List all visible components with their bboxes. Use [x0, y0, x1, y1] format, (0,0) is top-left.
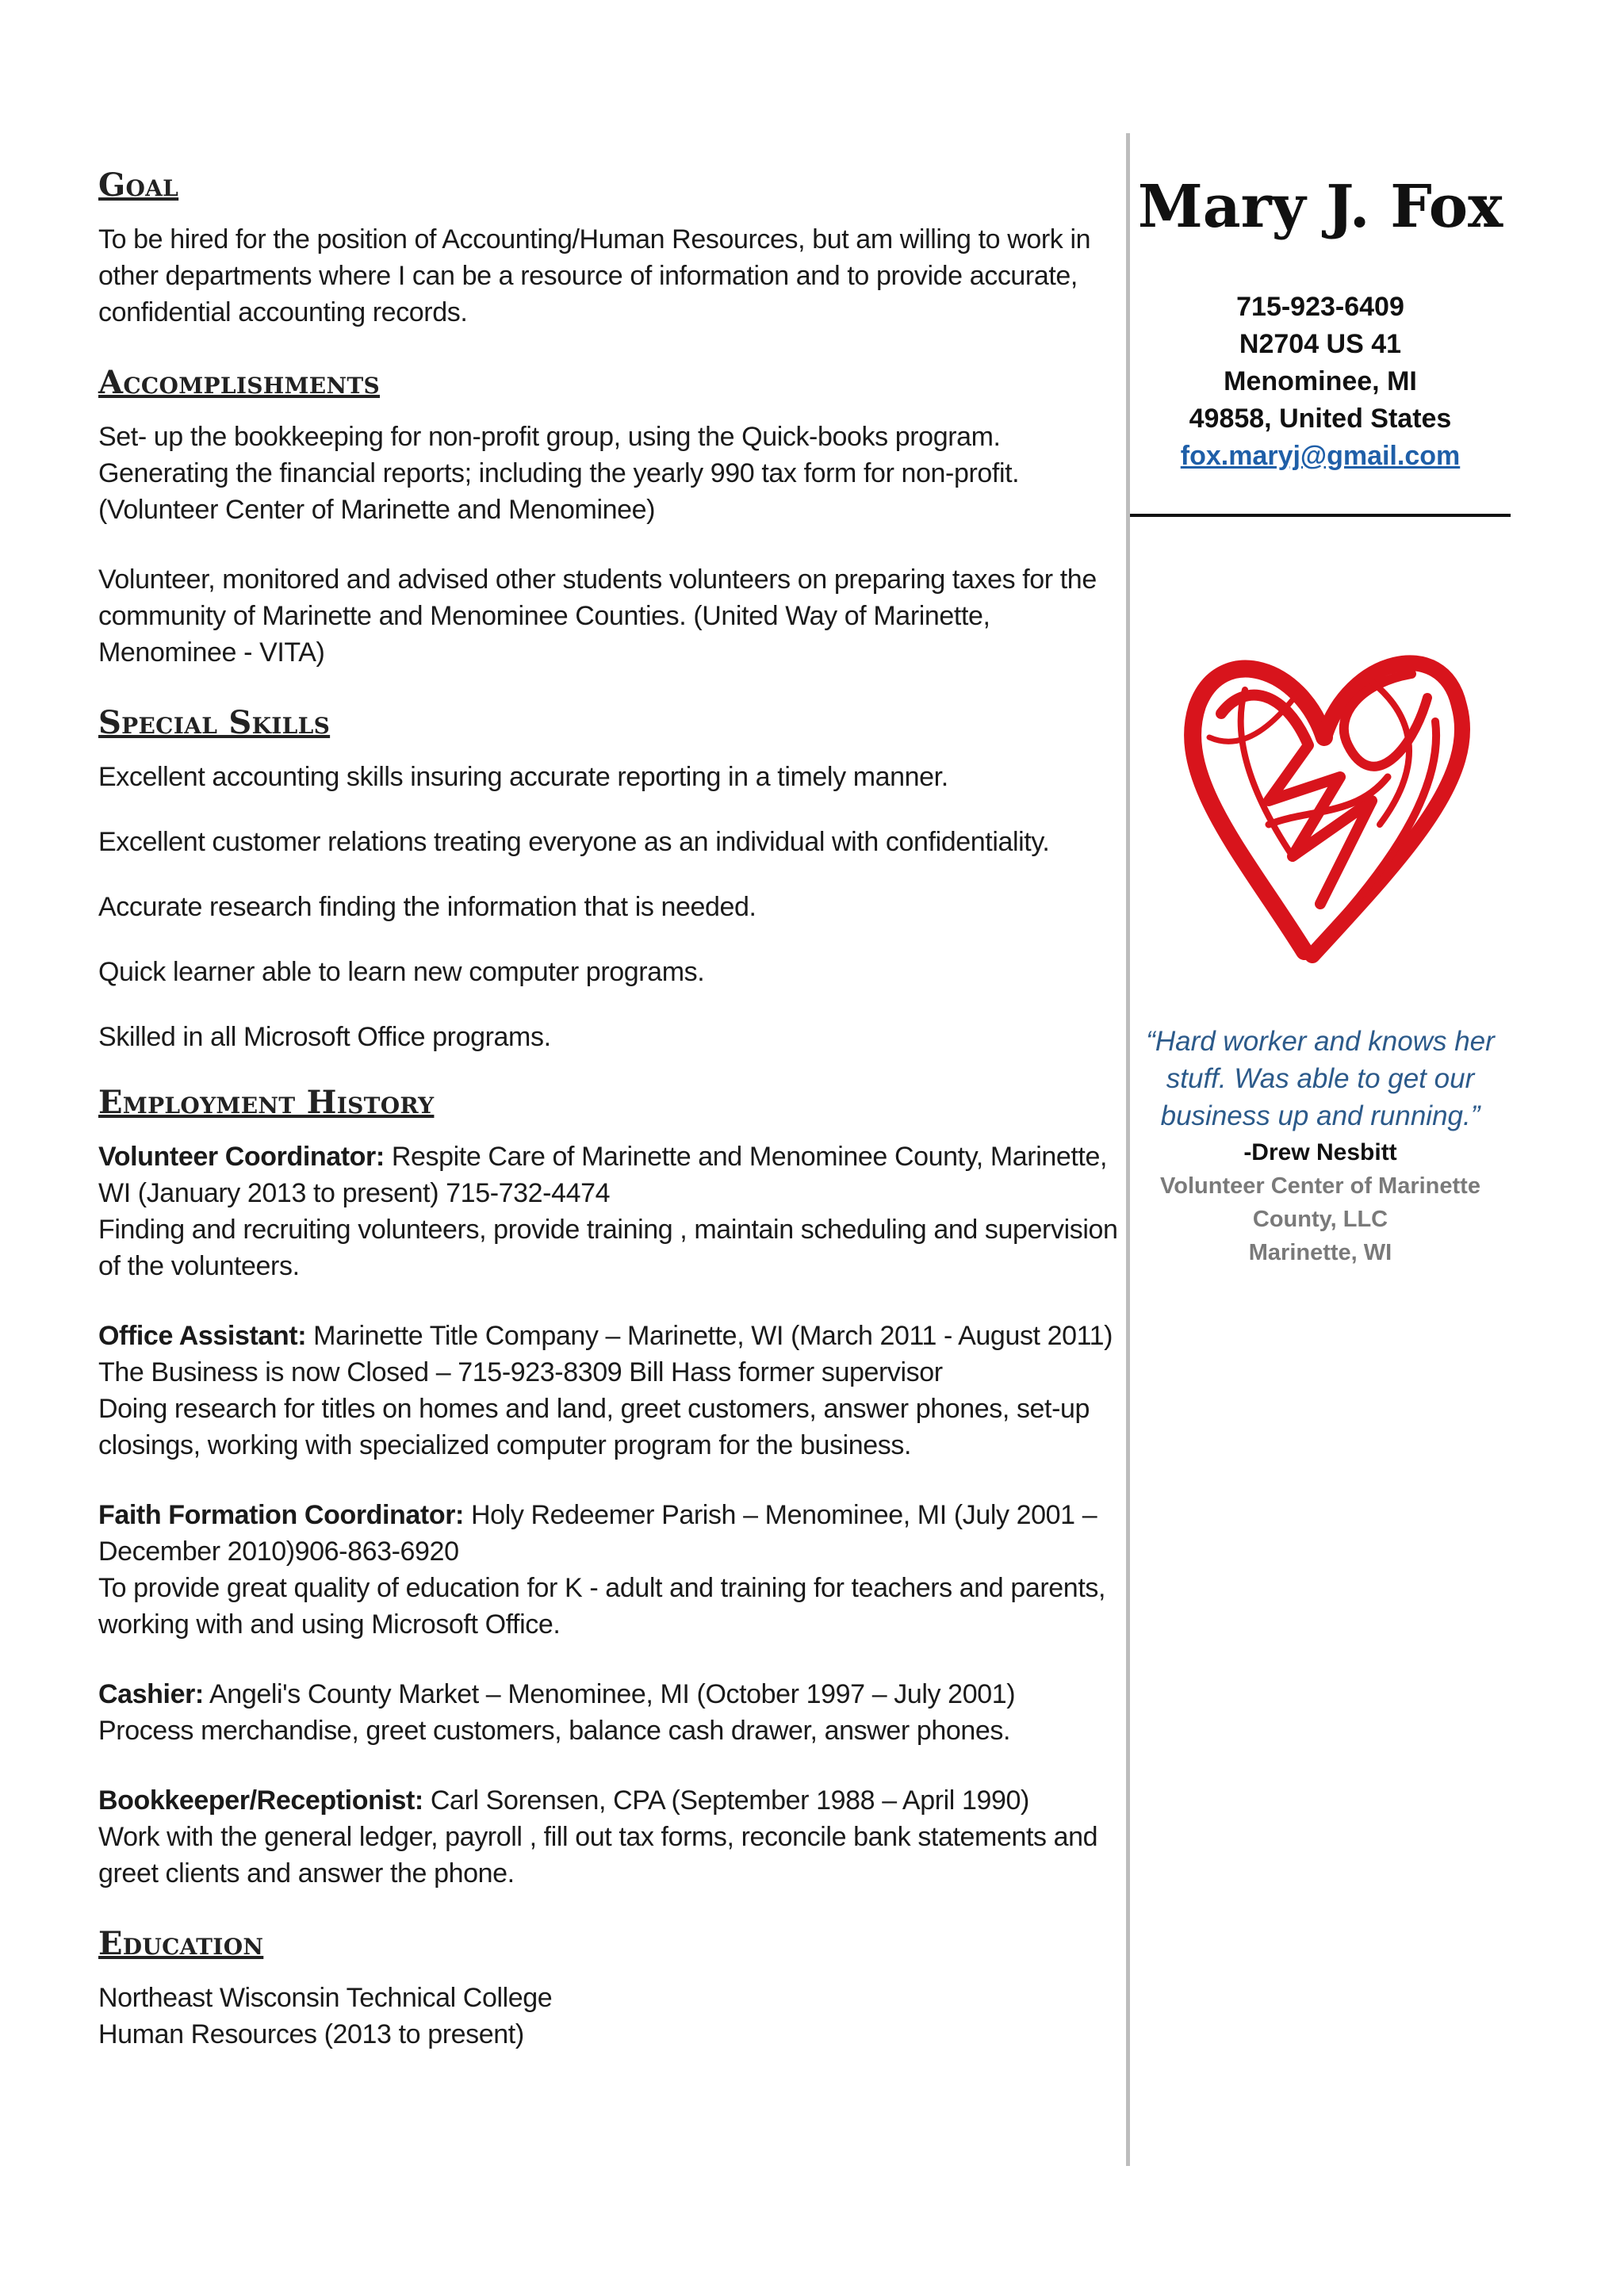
- testimonial: [1130, 1023, 1511, 1269]
- job-header: Angeli's County Market – Menominee, MI (October 1997 – July 2001): [203, 1679, 1016, 1709]
- job-entry: [98, 1676, 1121, 1749]
- quote-line: “Hard worker and knows her: [1146, 1026, 1495, 1057]
- skill-item: Excellent customer relations treating everyone as an individual with confidentiality.: [98, 827, 1050, 857]
- job-description: Finding and recruiting volunteers, provide training , maintain scheduling and supervision of the volunteers.: [98, 1215, 1118, 1281]
- accomplishment-item: Set- up the bookkeeping for non-profit group, using the Quick-books program. Generating the financial reports; including the yearly 990 tax form for non-profit. (Volunteer Center of Marinette and Menominee): [98, 422, 1020, 525]
- testimonial-quote: [1130, 1023, 1511, 1135]
- goal-text: To be hired for the position of Accounting/Human Resources, but am willing to work in other departments where I can be a resource of information and to provide accurate, confidential accounting records.: [98, 224, 1091, 327]
- quote-line: business up and running.”: [1160, 1100, 1480, 1131]
- school-name: Northeast Wisconsin Technical College: [98, 1983, 553, 2013]
- job-description: Doing research for titles on homes and land, greet customers, answer phones, set-up closings, working with specialized computer program for the business.: [98, 1394, 1090, 1460]
- job-entry: [98, 1497, 1121, 1643]
- address-line: N2704 US 41: [1239, 329, 1402, 359]
- email-link[interactable]: fox.maryj@gmail.com: [1180, 441, 1461, 471]
- employment-section: [98, 1084, 1121, 1892]
- contact-divider: [1130, 514, 1511, 517]
- job-header: Carl Sorensen, CPA (September 1988 – April 1990): [423, 1785, 1029, 1816]
- skill-item: Accurate research finding the information that is needed.: [98, 892, 756, 922]
- education-heading: Education: [98, 1925, 264, 1962]
- accomplishments-section: [98, 364, 1121, 671]
- education-section: [98, 1925, 1121, 2053]
- job-description: To provide great quality of education for K - adult and training for teachers and parents, working with and using Microsoft Office.: [98, 1573, 1106, 1640]
- skill-item: Excellent accounting skills insuring accurate reporting in a timely manner.: [98, 762, 948, 792]
- accomplishment-item: Volunteer, monitored and advised other students volunteers on preparing taxes for the community of Marinette and Menominee Counties. (United Way of Marinette, Menominee - VITA): [98, 564, 1097, 668]
- job-header: Respite Care of Marinette and Menominee County, Marinette, WI (January 2013 to present) 715-732-4474: [98, 1142, 1108, 1208]
- job-entry: [98, 1138, 1121, 1284]
- job-title: Bookkeeper/Receptionist:: [98, 1785, 423, 1816]
- testimonial-author: -Drew Nesbitt: [1243, 1139, 1397, 1165]
- job-title: Faith Formation Coordinator:: [98, 1500, 464, 1530]
- phone-number: 715-923-6409: [1236, 292, 1404, 322]
- job-header: Marinette Title Company – Marinette, WI (March 2011 - August 2011) The Business is now Closed – 715-923-8309 Bill Hass former supervisor: [98, 1321, 1113, 1387]
- quote-line: stuff. Was able to get our: [1166, 1063, 1475, 1094]
- address-line: 49858, United States: [1189, 404, 1452, 434]
- candidate-name: Mary J. Fox: [1137, 173, 1503, 241]
- program-name: Human Resources (2013 to present): [98, 2019, 524, 2049]
- job-description: Process merchandise, greet customers, balance cash drawer, answer phones.: [98, 1716, 1011, 1746]
- org-line: Marinette, WI: [1248, 1240, 1392, 1265]
- testimonial-org: [1130, 1169, 1511, 1269]
- job-description: Work with the general ledger, payroll , fill out tax forms, reconcile bank statements and greet clients and answer the phone.: [98, 1822, 1098, 1888]
- job-entry: [98, 1782, 1121, 1892]
- job-entry: [98, 1318, 1121, 1464]
- contact-block: [1130, 289, 1511, 475]
- job-title: Volunteer Coordinator:: [98, 1142, 385, 1172]
- skills-heading: Special Skills: [98, 704, 331, 741]
- main-column: [98, 166, 1121, 2086]
- heart-icon: [1174, 618, 1483, 967]
- goal-heading: Goal: [98, 166, 179, 204]
- job-header: Holy Redeemer Parish – Menominee, MI (July 2001 – December 2010)906-863-6920: [98, 1500, 1097, 1567]
- skill-item: Quick learner able to learn new computer programs.: [98, 957, 705, 987]
- job-title: Cashier:: [98, 1679, 204, 1709]
- education-entry: [98, 1980, 1121, 2053]
- goal-section: [98, 166, 1121, 331]
- employment-heading: Employment History: [98, 1084, 435, 1121]
- skills-section: [98, 704, 1121, 1055]
- skill-item: Skilled in all Microsoft Office programs.: [98, 1022, 551, 1052]
- accomplishments-heading: Accomplishments: [98, 364, 380, 401]
- org-line: County, LLC: [1252, 1207, 1388, 1232]
- address-line: Menominee, MI: [1224, 366, 1417, 396]
- org-line: Volunteer Center of Marinette: [1160, 1173, 1480, 1199]
- job-title: Office Assistant:: [98, 1321, 307, 1351]
- sidebar: [1130, 133, 1511, 475]
